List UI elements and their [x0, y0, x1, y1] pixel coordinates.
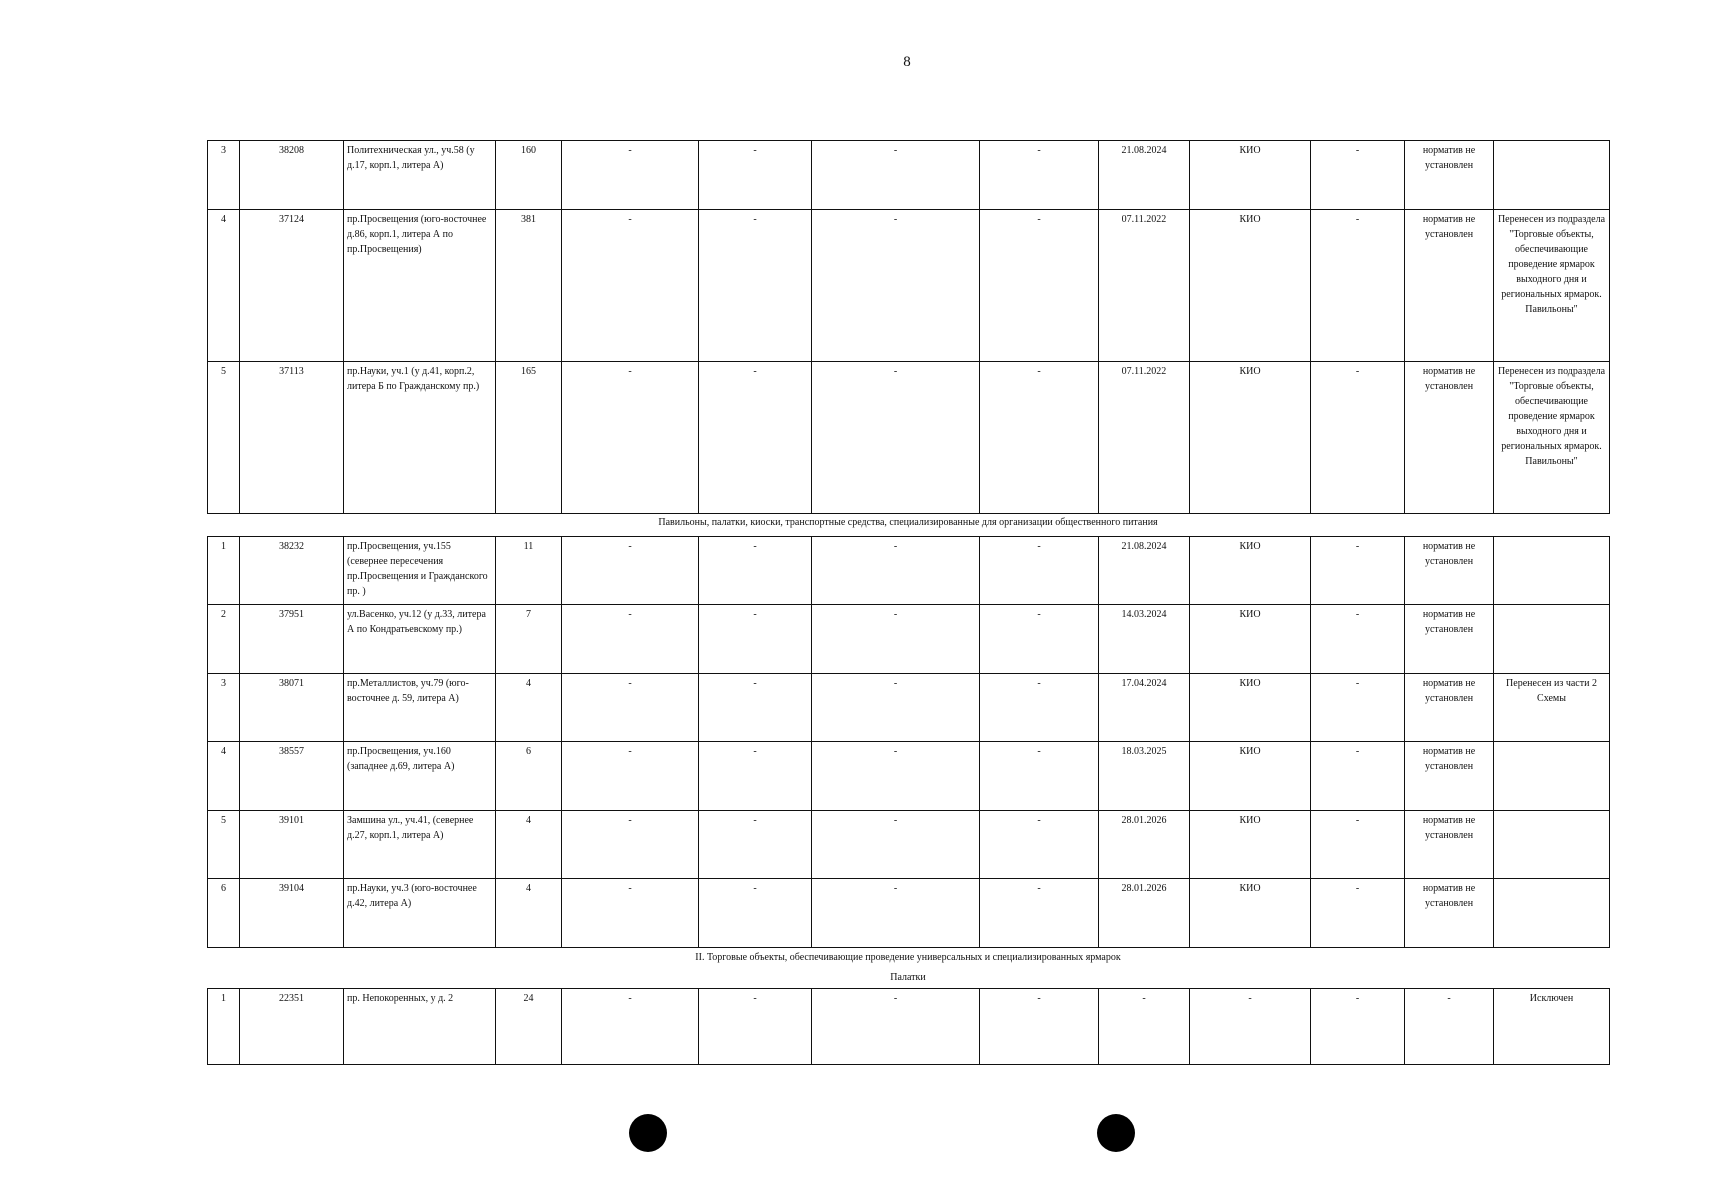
- cell-area: 24: [496, 989, 562, 1065]
- cell-col7: -: [812, 989, 980, 1065]
- cell-number: 5: [208, 811, 240, 879]
- cell-note: Перенесен из подраздела "Торговые объекты, обеспечивающие проведение ярмарок выходного дня и региональных ярмарок. Павильоны": [1494, 362, 1610, 514]
- cell-number: 4: [208, 742, 240, 811]
- cell-norm: -: [1405, 989, 1494, 1065]
- cell-col7: -: [812, 210, 980, 362]
- cell-col7: -: [812, 362, 980, 514]
- cell-col6: -: [699, 362, 812, 514]
- cell-organization: КИО: [1190, 879, 1311, 948]
- cell-col11: -: [1311, 362, 1405, 514]
- cell-col11: -: [1311, 605, 1405, 674]
- cell-norm: норматив не установлен: [1405, 674, 1494, 742]
- binder-hole-left: [629, 1114, 667, 1152]
- cell-note: [1494, 141, 1610, 210]
- cell-col6: -: [699, 811, 812, 879]
- section-caption-catering: Павильоны, палатки, киоски, транспортные средства, специализированные для организации общественного питания: [658, 517, 1158, 528]
- cell-norm: норматив не установлен: [1405, 537, 1494, 605]
- cell-date: 18.03.2025: [1099, 742, 1190, 811]
- cell-address: пр.Просвещения (юго-восточнее д.86, корп.1, литера А по пр.Просвещения): [344, 210, 496, 362]
- cell-organization: КИО: [1190, 362, 1311, 514]
- cell-col8: -: [980, 537, 1099, 605]
- cell-col5: -: [562, 674, 699, 742]
- cell-date: 21.08.2024: [1099, 141, 1190, 210]
- cell-col11: -: [1311, 879, 1405, 948]
- cell-col11: -: [1311, 674, 1405, 742]
- cell-col6: -: [699, 674, 812, 742]
- cell-number: 4: [208, 210, 240, 362]
- cell-note: [1494, 605, 1610, 674]
- page-number: 8: [903, 54, 911, 70]
- cell-registry-code: 38208: [240, 141, 344, 210]
- cell-date: 28.01.2026: [1099, 811, 1190, 879]
- table-row: [208, 742, 1610, 811]
- cell-col11: -: [1311, 811, 1405, 879]
- cell-col5: -: [562, 362, 699, 514]
- cell-col11: -: [1311, 141, 1405, 210]
- cell-number: 1: [208, 989, 240, 1065]
- cell-registry-code: 37113: [240, 362, 344, 514]
- cell-area: 6: [496, 742, 562, 811]
- cell-date: 17.04.2024: [1099, 674, 1190, 742]
- cell-number: 3: [208, 141, 240, 210]
- cell-col8: -: [980, 742, 1099, 811]
- cell-col6: -: [699, 141, 812, 210]
- cell-col7: -: [812, 674, 980, 742]
- cell-address: ул.Васенко, уч.12 (у д.33, литера А по Кондратьевскому пр.): [344, 605, 496, 674]
- cell-address: пр. Непокоренных, у д. 2: [344, 989, 496, 1065]
- cell-registry-code: 38232: [240, 537, 344, 605]
- cell-note: [1494, 742, 1610, 811]
- cell-norm: норматив не установлен: [1405, 210, 1494, 362]
- cell-col5: -: [562, 210, 699, 362]
- cell-note: [1494, 811, 1610, 879]
- cell-area: 165: [496, 362, 562, 514]
- cell-registry-code: 38557: [240, 742, 344, 811]
- section-caption-tents: Палатки: [890, 972, 926, 983]
- cell-col7: -: [812, 879, 980, 948]
- table-row: [208, 537, 1610, 605]
- cell-number: 3: [208, 674, 240, 742]
- cell-col6: -: [699, 742, 812, 811]
- section-caption-fairs: II. Торговые объекты, обеспечивающие проведение универсальных и специализированных ярмарок: [695, 952, 1121, 963]
- cell-area: 4: [496, 879, 562, 948]
- cell-col7: -: [812, 537, 980, 605]
- cell-col5: -: [562, 742, 699, 811]
- cell-col6: -: [699, 605, 812, 674]
- cell-area: 7: [496, 605, 562, 674]
- cell-organization: КИО: [1190, 210, 1311, 362]
- table-block-3: [207, 988, 1610, 1065]
- cell-address: пр.Металлистов, уч.79 (юго-восточнее д. 59, литера А): [344, 674, 496, 742]
- cell-col5: -: [562, 537, 699, 605]
- cell-registry-code: 22351: [240, 989, 344, 1065]
- table-row: [208, 141, 1610, 210]
- cell-number: 1: [208, 537, 240, 605]
- cell-col6: -: [699, 537, 812, 605]
- cell-col8: -: [980, 811, 1099, 879]
- cell-norm: норматив не установлен: [1405, 742, 1494, 811]
- cell-col6: -: [699, 989, 812, 1065]
- cell-area: 381: [496, 210, 562, 362]
- cell-col8: -: [980, 879, 1099, 948]
- table-block-1: [207, 140, 1610, 514]
- cell-area: 4: [496, 674, 562, 742]
- cell-col11: -: [1311, 742, 1405, 811]
- table-row: [208, 605, 1610, 674]
- cell-col8: -: [980, 141, 1099, 210]
- cell-address: пр.Просвещения, уч.155 (севернее пересечения пр.Просвещения и Гражданского пр. ): [344, 537, 496, 605]
- cell-col8: -: [980, 210, 1099, 362]
- cell-area: 4: [496, 811, 562, 879]
- cell-col7: -: [812, 811, 980, 879]
- cell-address: Замшина ул., уч.41, (севернее д.27, корп.1, литера А): [344, 811, 496, 879]
- cell-registry-code: 39104: [240, 879, 344, 948]
- table-row: [208, 989, 1610, 1065]
- cell-col6: -: [699, 210, 812, 362]
- cell-date: 07.11.2022: [1099, 362, 1190, 514]
- cell-col5: -: [562, 141, 699, 210]
- cell-registry-code: 37951: [240, 605, 344, 674]
- cell-col5: -: [562, 811, 699, 879]
- cell-date: 28.01.2026: [1099, 879, 1190, 948]
- cell-col11: -: [1311, 537, 1405, 605]
- cell-registry-code: 39101: [240, 811, 344, 879]
- cell-col8: -: [980, 989, 1099, 1065]
- cell-col7: -: [812, 742, 980, 811]
- cell-date: 07.11.2022: [1099, 210, 1190, 362]
- cell-col8: -: [980, 605, 1099, 674]
- table-row: [208, 879, 1610, 948]
- cell-area: 160: [496, 141, 562, 210]
- cell-registry-code: 38071: [240, 674, 344, 742]
- cell-address: пр.Просвещения, уч.160 (западнее д.69, литера А): [344, 742, 496, 811]
- cell-address: Политехническая ул., уч.58 (у д.17, корп.1, литера А): [344, 141, 496, 210]
- cell-col8: -: [980, 362, 1099, 514]
- cell-number: 5: [208, 362, 240, 514]
- cell-norm: норматив не установлен: [1405, 879, 1494, 948]
- cell-col6: -: [699, 879, 812, 948]
- cell-col11: -: [1311, 210, 1405, 362]
- cell-organization: -: [1190, 989, 1311, 1065]
- cell-date: 21.08.2024: [1099, 537, 1190, 605]
- cell-organization: КИО: [1190, 674, 1311, 742]
- table-row: [208, 362, 1610, 514]
- cell-number: 6: [208, 879, 240, 948]
- cell-norm: норматив не установлен: [1405, 605, 1494, 674]
- cell-col7: -: [812, 605, 980, 674]
- cell-norm: норматив не установлен: [1405, 141, 1494, 210]
- cell-note: [1494, 879, 1610, 948]
- cell-col7: -: [812, 141, 980, 210]
- cell-col8: -: [980, 674, 1099, 742]
- cell-note: Исключен: [1494, 989, 1610, 1065]
- cell-norm: норматив не установлен: [1405, 362, 1494, 514]
- table-block-2: [207, 536, 1610, 948]
- cell-organization: КИО: [1190, 742, 1311, 811]
- cell-organization: КИО: [1190, 141, 1311, 210]
- cell-organization: КИО: [1190, 811, 1311, 879]
- cell-organization: КИО: [1190, 605, 1311, 674]
- table-row: [208, 811, 1610, 879]
- cell-note: Перенесен из подраздела "Торговые объекты, обеспечивающие проведение ярмарок выходного дня и региональных ярмарок. Павильоны": [1494, 210, 1610, 362]
- cell-note: Перенесен из части 2 Схемы: [1494, 674, 1610, 742]
- table-row: [208, 674, 1610, 742]
- cell-address: пр.Науки, уч.1 (у д.41, корп.2, литера Б по Гражданскому пр.): [344, 362, 496, 514]
- cell-col11: -: [1311, 989, 1405, 1065]
- cell-col5: -: [562, 879, 699, 948]
- cell-norm: норматив не установлен: [1405, 811, 1494, 879]
- cell-date: -: [1099, 989, 1190, 1065]
- cell-registry-code: 37124: [240, 210, 344, 362]
- cell-col5: -: [562, 989, 699, 1065]
- binder-hole-right: [1097, 1114, 1135, 1152]
- cell-col5: -: [562, 605, 699, 674]
- cell-address: пр.Науки, уч.3 (юго-восточнее д.42, литера А): [344, 879, 496, 948]
- table-row: [208, 210, 1610, 362]
- cell-date: 14.03.2024: [1099, 605, 1190, 674]
- cell-note: [1494, 537, 1610, 605]
- cell-organization: КИО: [1190, 537, 1311, 605]
- cell-area: 11: [496, 537, 562, 605]
- cell-number: 2: [208, 605, 240, 674]
